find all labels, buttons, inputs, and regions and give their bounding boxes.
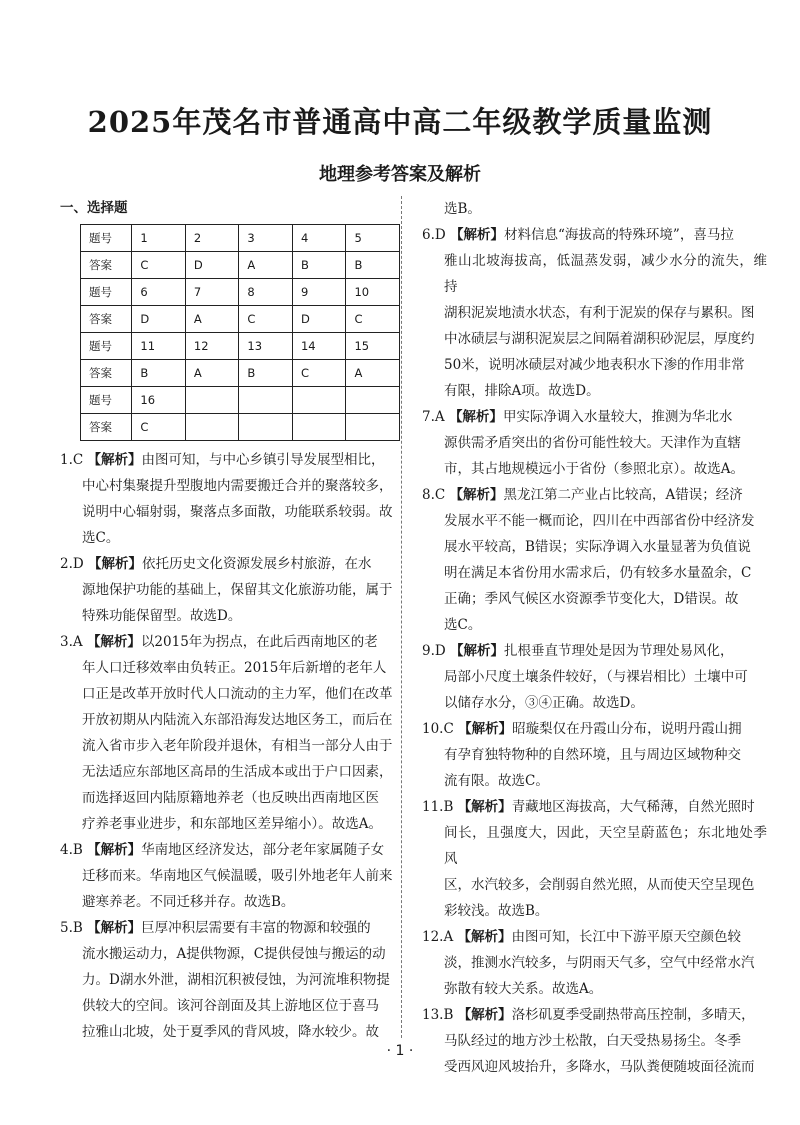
answer-table-cell: 15 (346, 333, 400, 360)
carry-over-text: 选B。 (444, 201, 481, 217)
answer-table-cell: 5 (346, 225, 400, 252)
explanation-text: 雅山北坡海拔高，低温蒸发弱，减少水分的流失，维持 (444, 253, 767, 295)
answer-table-cell: 12 (185, 333, 239, 360)
answer-table-cell: C (132, 414, 186, 441)
answer-table-cell: 4 (292, 225, 346, 252)
answer-table-cell: 8 (239, 279, 293, 306)
answer-table-cell: B (346, 252, 400, 279)
explanation-text: 无法适应东部地区高昂的生活成本或出于户口因素， (82, 764, 393, 780)
answer-table-row-label: 题号 (81, 387, 132, 414)
analysis-tag: 【解析】 (87, 452, 142, 468)
answer-table-cell: B (132, 360, 186, 387)
explanation-first-line (422, 924, 767, 950)
answer-table-cell: 9 (292, 279, 346, 306)
answer-table-cell (239, 387, 293, 414)
explanation-text: 供较大的空间。该河谷剖面及其上游地区位于喜马 (82, 998, 379, 1014)
explanation-first-line (60, 915, 400, 941)
question-number: 8.C (422, 487, 446, 503)
explanation-text: 洛杉矶夏季受副热带高压控制，多晴天， (511, 1007, 755, 1023)
explanation-text: 以2015年为拐点，在此后西南地区的老 (140, 634, 378, 650)
explanation-text: 流有限。故选C。 (444, 773, 549, 789)
left-column (60, 196, 400, 1045)
question-number: 11.B (422, 799, 454, 815)
explanation-text: 区，水汽较多，会削弱自然光照，从而使天空呈现色 (444, 877, 755, 893)
analysis-tag: 【解析】 (450, 227, 505, 243)
answer-table-cell: 1 (132, 225, 186, 252)
explanation-item (422, 404, 767, 482)
question-number: 1.C (60, 452, 84, 468)
explanation-item (60, 629, 400, 837)
answer-table-cell: D (185, 252, 239, 279)
explanation-first-line (422, 638, 767, 664)
section-heading: 一、选择题 (60, 200, 128, 216)
answer-table-row (81, 306, 400, 333)
question-number: 12.A (422, 929, 454, 945)
explanation-text: 华南地区经济发达，部分老年家属随子女 (141, 842, 385, 858)
explanation-text: 明在满足本省份用水需求后，仍有较多水量盈余，C (444, 565, 752, 581)
analysis-tag: 【解析】 (449, 487, 504, 503)
answer-table-cell: C (346, 306, 400, 333)
explanation-text: 彩较浅。故选B。 (444, 903, 549, 919)
question-number: 9.D (422, 643, 446, 659)
explanation-first-line (422, 716, 767, 742)
explanation-text: 选C。 (444, 617, 482, 633)
explanation-text: 中心村集聚提升型腹地内需要搬迁合并的聚落较多， (82, 478, 393, 494)
explanation-text: 淡，推测水汽较多，与阴雨天气多，空气中经常水汽 (444, 955, 755, 971)
answer-table-cell: 7 (185, 279, 239, 306)
analysis-tag: 【解析】 (457, 1007, 512, 1023)
answer-table-cell: B (239, 360, 293, 387)
answer-table-row (81, 333, 400, 360)
explanation-item (422, 482, 767, 638)
explanation-text: 扎根垂直节理处是因为节理处易风化， (504, 643, 734, 659)
answer-table-row (81, 225, 400, 252)
explanation-item (422, 924, 767, 1002)
right-column (422, 196, 767, 1080)
explanation-text: 昭璇梨仅在丹霞山分布，说明丹霞山拥 (512, 721, 742, 737)
answer-table-row-label: 题号 (81, 279, 132, 306)
explanation-text: 源供需矛盾突出的省份可能性较大。天津作为直辖 (444, 435, 741, 451)
explanation-text: 受西风迎风坡抬升，多降水，马队粪便随坡面径流而 (444, 1059, 755, 1075)
answer-table-row-label: 答案 (81, 360, 132, 387)
explanation-first-line (60, 629, 400, 655)
explanation-text: 甲实际净调入水量较大，推测为华北水 (502, 409, 733, 425)
page-number: · 1 · (386, 1043, 414, 1059)
explanation-first-line (60, 551, 400, 577)
explanation-text: 青藏地区海拔高，大气稀薄，自然光照时 (511, 799, 755, 815)
explanation-first-line (60, 447, 400, 473)
explanation-text: 市，其占地规模远小于省份（参照北京）。故选A。 (444, 461, 744, 477)
answer-table-cell: D (292, 306, 346, 333)
explanation-text: 力。D湖水外泄，湖相沉积被侵蚀，为河流堆积物提 (82, 972, 390, 988)
answer-table-row (81, 414, 400, 441)
question-number: 6.D (422, 227, 446, 243)
answer-table-cell: B (292, 252, 346, 279)
answer-table-row-label: 题号 (81, 225, 132, 252)
answer-table-cell: D (132, 306, 186, 333)
analysis-tag: 【解析】 (87, 842, 142, 858)
explanation-text: 流水搬运动力，A提供物源，C提供侵蚀与搬运的动 (82, 946, 386, 962)
explanation-text: 巨厚冲积层需要有丰富的物源和较强的 (141, 920, 371, 936)
answer-table-cell: A (346, 360, 400, 387)
explanation-first-line (422, 404, 767, 430)
answer-table-cell (185, 414, 239, 441)
explanation-text: 源地保护功能的基础上，保留其文化旅游功能，属于 (82, 582, 393, 598)
explanation-text: 避寒养老。不同迁移并存。故选B。 (82, 894, 295, 910)
answer-table-row-label: 题号 (81, 333, 132, 360)
explanation-text: 迁移而来。华南地区气候温暖，吸引外地老年人前来 (82, 868, 393, 884)
answer-table-cell: 11 (132, 333, 186, 360)
answer-table-cell (239, 414, 293, 441)
analysis-tag: 【解析】 (458, 721, 513, 737)
answer-table-cell (346, 387, 400, 414)
question-number: 10.C (422, 721, 454, 737)
answer-table (80, 224, 400, 441)
answer-table-cell (346, 414, 400, 441)
analysis-tag: 【解析】 (448, 409, 503, 425)
explanation-text: 由图可知，与中心乡镇引导发展型相比， (141, 452, 385, 468)
explanation-first-line (422, 482, 767, 508)
answer-table-row-label: 答案 (81, 414, 132, 441)
analysis-tag: 【解析】 (450, 643, 505, 659)
answer-table-cell: 16 (132, 387, 186, 414)
explanation-text: 拉雅山北坡，处于夏季风的背风坡，降水较少。故 (82, 1024, 379, 1040)
question-number: 2.D (60, 556, 84, 572)
answer-table-cell: C (292, 360, 346, 387)
explanation-text: 年人口迁移效率由负转正。2015年后新增的老年人 (82, 660, 387, 676)
document-subtitle: 地理参考答案及解析 (319, 164, 481, 185)
answer-table-row (81, 279, 400, 306)
explanation-text: 马队经过的地方沙土松散，白天受热易扬尘。冬季 (444, 1033, 741, 1049)
explanation-item (60, 915, 400, 1045)
answer-table-row (81, 360, 400, 387)
answer-table-cell (292, 387, 346, 414)
answer-table-cell (292, 414, 346, 441)
explanation-text: 发展水平不能一概而论，四川在中西部省份中经济发 (444, 513, 755, 529)
answer-table-cell: A (185, 360, 239, 387)
explanation-item (60, 447, 400, 551)
right-explanations (422, 222, 767, 1080)
explanation-first-line (60, 837, 400, 863)
explanation-text: 有限，排除A项。故选D。 (444, 383, 600, 399)
answer-table-cell: C (132, 252, 186, 279)
explanation-item (60, 551, 400, 629)
column-divider (401, 196, 402, 1038)
answer-table-cell: 3 (239, 225, 293, 252)
analysis-tag: 【解析】 (457, 929, 512, 945)
explanation-text: 黑龙江第二产业占比较高，A错误；经济 (503, 487, 743, 503)
explanation-text: 以储存水分，③④正确。故选D。 (444, 695, 644, 711)
answer-table-row (81, 252, 400, 279)
explanation-first-line (422, 794, 767, 820)
question-number: 5.B (60, 920, 83, 936)
explanation-text: 说明中心辐射弱，聚落点多面散，功能联系较弱。故 (82, 504, 393, 520)
analysis-tag: 【解析】 (457, 799, 512, 815)
explanation-text: 疗养老事业进步，和东部地区差异缩小）。故选A。 (82, 816, 382, 832)
explanation-text: 而选择返回内陆原籍地养老（也反映出西南地区医 (82, 790, 379, 806)
question-number: 7.A (422, 409, 445, 425)
explanation-text: 由图可知，长江中下游平原天空颜色较 (511, 929, 742, 945)
explanation-text: 口正是改革开放时代人口流动的主力军，他们在改革 (82, 686, 393, 702)
answer-table-cell: 14 (292, 333, 346, 360)
explanation-text: 中冰碛层与湖积泥炭层之间隔着湖积砂泥层，厚度约 (444, 331, 755, 347)
explanation-text: 展水平较高，B错误；实际净调入水量显著为负值说 (444, 539, 751, 555)
explanation-text: 局部小尺度土壤条件较好，（与裸岩相比）土壤中可 (444, 669, 748, 685)
explanation-text: 流入省市步入老年阶段并退休，有相当一部分人由于 (82, 738, 393, 754)
answer-table-row-label: 答案 (81, 306, 132, 333)
answer-table-row (81, 387, 400, 414)
question-number: 4.B (60, 842, 83, 858)
analysis-tag: 【解析】 (87, 920, 142, 936)
answer-table-cell: 2 (185, 225, 239, 252)
answer-table-cell: A (185, 306, 239, 333)
document-title: 2025年茂名市普通高中高二年级教学质量监测 (87, 105, 713, 139)
question-number: 13.B (422, 1007, 454, 1023)
explanation-item (422, 794, 767, 924)
analysis-tag: 【解析】 (88, 556, 143, 572)
explanation-item (422, 1002, 767, 1080)
explanation-text: 正确；季风气候区水资源季节变化大，D错误。故 (444, 591, 739, 607)
answer-table-cell: A (239, 252, 293, 279)
explanation-text: 选C。 (82, 530, 120, 546)
explanation-text: 弥散有较大关系。故选A。 (444, 981, 603, 997)
explanation-text: 间长，且强度大，因此，天空呈蔚蓝色；东北地处季风 (444, 825, 767, 867)
explanation-item (422, 222, 767, 404)
answer-table-cell: 6 (132, 279, 186, 306)
left-explanations (60, 447, 400, 1045)
explanation-text: 开放初期从内陆流入东部沿海发达地区务工，而后在 (82, 712, 393, 728)
answer-table-cell: 13 (239, 333, 293, 360)
explanation-item (422, 638, 767, 716)
explanation-text: 50米，说明冰碛层对减少地表积水下渗的作用非常 (444, 357, 745, 373)
explanation-text: 特殊功能保留型。故选D。 (82, 608, 242, 624)
answer-table-row-label: 答案 (81, 252, 132, 279)
explanation-item (60, 837, 400, 915)
explanation-first-line (422, 1002, 767, 1028)
analysis-tag: 【解析】 (86, 634, 141, 650)
answer-table-cell: 10 (346, 279, 400, 306)
question-number: 3.A (60, 634, 83, 650)
explanation-text: 有孕育独特物种的自然环境，且与周边区域物种交 (444, 747, 741, 763)
explanation-text: 依托历史文化资源发展乡村旅游，在水 (142, 556, 372, 572)
answer-table-cell (185, 387, 239, 414)
explanation-text: 湖积泥炭地渍水状态，有利于泥炭的保存与累积。图 (444, 305, 755, 321)
explanation-first-line (422, 222, 767, 248)
explanation-text: 材料信息“海拔高的特殊环境”，喜马拉 (504, 227, 734, 243)
explanation-item (422, 716, 767, 794)
answer-table-cell: C (239, 306, 293, 333)
